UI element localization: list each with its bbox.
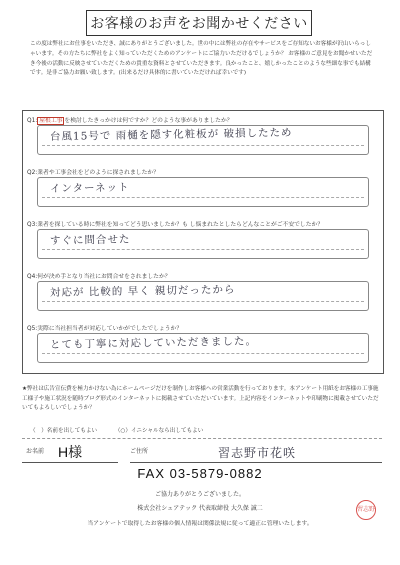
name-underline xyxy=(22,462,118,463)
answer-box xyxy=(37,229,369,259)
question-label: Q3:業者を探している時に弊社を知ってどう思いましたか？も し悩まれたとしたらどんなことがご不安でしたか？ xyxy=(27,222,324,228)
question-label: Q5:実際に当社担当者が対応していかがでしたでしょうか？ xyxy=(27,326,183,332)
answer-box xyxy=(37,281,369,311)
answer-text: インターネット xyxy=(49,181,130,195)
answer-text: とても丁寧に対応していただきました。 xyxy=(49,335,258,351)
intro-text: この度は弊社にお仕事をいただき、誠にありがとうございました。世の中には弊社の存在やサービスをご存知ないお客様が沢山いらっしゃいます。その方たちに弊社をよく知っていただくためのアンケートにご協力いただけるでしょうか？ お客様のご意見をお聞かせいただき今後の活動に反映させていただくための貴重な資料とさせていただきます。良かったこと、嬉しかったことのような些細な事でも結構です。是非ご協力お願い致します。(出来るだけ具体的に書いていただければ幸いです) xyxy=(30,41,373,77)
question-label: Q4:何が決め手となり当社にお問合せをされましたか？ xyxy=(27,274,171,280)
title-text: お客様のお声をお聞かせください xyxy=(90,16,308,32)
questions-panel xyxy=(22,110,384,374)
privacy-notice: 当アンケートで取得したお客様の個人情報は関係法規に従って適正に管理いたします。 xyxy=(87,521,313,527)
question-label: Q1: 屋根工事 を検討したきっかけは何ですか？どのような事がありましたか？ xyxy=(27,118,233,124)
fax-number: FAX 03-5879-0882 xyxy=(137,466,263,481)
divider xyxy=(22,438,382,439)
publish-choices xyxy=(30,426,219,434)
address-value: 習志野市花咲 xyxy=(218,446,297,460)
answer-box xyxy=(37,177,369,207)
answer-text: 対応が 比較的 早く 親切だったから xyxy=(49,283,236,299)
address-label: ご住所 xyxy=(130,448,149,455)
name-label: お名前 xyxy=(26,448,45,455)
answer-text: すぐに間合せた xyxy=(49,233,131,247)
answer-text: 台風15号で 雨樋を隠す化粧板が 破損したため xyxy=(49,126,293,143)
seal-stamp: 習志野 xyxy=(356,500,376,520)
answer-box xyxy=(37,333,369,363)
name-value: H様 xyxy=(58,444,83,460)
consent-text: ★弊社は広告宣伝費を極力かけない為にホームページだけを制作しお客様への営業活動を行っております。本アンケート用紙をお客様の工事施工様子や施工状況を随時ブログ形式のインターネットに掲載させていただいています。上記内容をインターネットや印刷物に掲載させていただいてもよろしいでしょうか？ xyxy=(22,386,379,412)
page-title xyxy=(86,10,312,36)
address-underline xyxy=(130,462,382,463)
company-name: 株式会社シェアテック 代表取締役 大久保 誠二 xyxy=(137,505,263,512)
answer-box xyxy=(37,125,369,155)
thanks-text: ご協力ありがとうございました。 xyxy=(154,491,245,498)
choice-name-ok[interactable]: （ ）名前を出してもよい xyxy=(30,428,98,434)
question-label: Q2:業者や工事会社をどのように探されましたか？ xyxy=(27,170,159,176)
choice-initial-ok[interactable]: （○）イニシャルなら出してもよい xyxy=(114,428,204,434)
highlight-label: 屋根工事 xyxy=(39,118,63,124)
